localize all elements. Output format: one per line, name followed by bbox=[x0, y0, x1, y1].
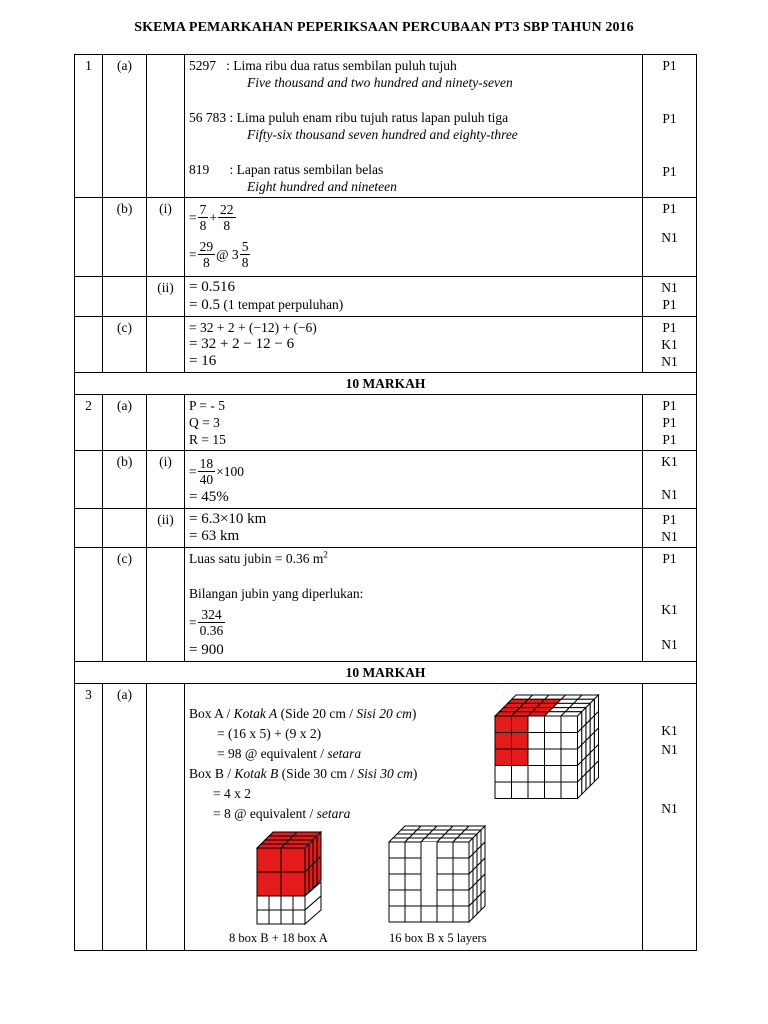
fraction: $\frac{18}{40}$ bbox=[199, 455, 214, 487]
q1-total-row bbox=[75, 373, 697, 395]
answer-line: = 6.3×10 km bbox=[189, 511, 267, 527]
q1c-row bbox=[75, 317, 697, 373]
answer-translation: Eight hundred and nineteen bbox=[247, 179, 397, 194]
answer-line: = 32 + 2 + (−12) + (−6) bbox=[189, 320, 317, 335]
marks-cell bbox=[643, 395, 697, 451]
mark: N1 bbox=[661, 529, 678, 544]
answer-line: = 4 x 2 bbox=[213, 786, 251, 801]
answer-line: = 32 + 2 − 12 − 6 bbox=[189, 336, 295, 352]
marks-cell bbox=[643, 277, 697, 317]
diagram-caption: 16 box B x 5 layers bbox=[389, 931, 487, 945]
subpart-label: (i) bbox=[147, 198, 185, 277]
part-label: (c) bbox=[103, 548, 147, 662]
part-label: (a) bbox=[103, 684, 147, 951]
q2b-i-row bbox=[75, 451, 697, 509]
fraction: $\frac{324}{0.36}$ bbox=[199, 606, 224, 638]
q1b-ii-row bbox=[75, 277, 697, 317]
marks-cell bbox=[643, 548, 697, 662]
part-label: (a) bbox=[103, 55, 147, 198]
q2c-row bbox=[75, 548, 697, 662]
marks-cell bbox=[643, 451, 697, 509]
answer-line: 819 : Lapan ratus sembilan belas bbox=[189, 162, 384, 177]
mark: N1 bbox=[661, 801, 678, 816]
answer-line: = 900 bbox=[189, 642, 224, 658]
answer-cell: Box A / Kotak A (Side 20 cm / Sisi 20 cm) = (16 x 5) + (9 x 2) = 98 @ equivalent / setara Box B / Kotak B (Side 30 cm / Sisi 30 cm) = 4 x 2 = 8 @ equivalent / setara 8 box B + 18 box A 16 box B x 5 layers bbox=[185, 684, 643, 951]
fraction: $\frac{29}{8}$ bbox=[199, 238, 214, 270]
answer-line: 56 783 : Lima puluh enam ribu tujuh ratus lapan puluh tiga bbox=[189, 110, 509, 125]
fraction: $\frac{7}{8}$ bbox=[199, 201, 207, 233]
part-label: (a) bbox=[103, 395, 147, 451]
marks-cell bbox=[643, 317, 697, 373]
question-number: 3 bbox=[75, 684, 103, 951]
fraction: $\frac{5}{8}$ bbox=[241, 238, 249, 270]
box-b-layers-diagram bbox=[387, 816, 495, 928]
q2b-ii-row bbox=[75, 509, 697, 548]
mark: P1 bbox=[662, 398, 677, 413]
answer-cell bbox=[185, 395, 643, 451]
answer-line: Luas satu jubin = 0.36 m bbox=[189, 551, 324, 566]
question-number: 1 bbox=[75, 55, 103, 198]
answer-line: = (16 x 5) + (9 x 2) bbox=[217, 726, 322, 741]
answer-line: R = 15 bbox=[189, 432, 226, 447]
answer-line: Q = 3 bbox=[189, 415, 220, 430]
answer-cell: = $\frac{18}{40}$ ×100 = 45% bbox=[185, 451, 643, 509]
q1a-row bbox=[75, 55, 697, 198]
mark: N1 bbox=[661, 637, 678, 652]
marks-cell bbox=[643, 509, 697, 548]
q2-total-row bbox=[75, 662, 697, 684]
answer-cell: = $\frac{7}{8}$ + $\frac{22}{8}$ = $\frac{29}{8}$ @ 3 $\frac{5}{8}$ bbox=[185, 198, 643, 277]
mark: K1 bbox=[661, 337, 678, 352]
answer-cell bbox=[185, 277, 643, 317]
answer-cell bbox=[185, 55, 643, 198]
mark: K1 bbox=[661, 602, 678, 617]
mark: P1 bbox=[662, 512, 677, 527]
mark: N1 bbox=[661, 742, 678, 757]
part-label: (c) bbox=[103, 317, 147, 373]
mark: K1 bbox=[661, 723, 678, 738]
answer-note: (1 tempat perpuluhan) bbox=[219, 297, 344, 312]
answer-line: 5297 : Lima ribu dua ratus sembilan puluh tujuh bbox=[189, 58, 457, 73]
total-marks: 10 MARKAH bbox=[75, 662, 697, 684]
answer-line: = 45% bbox=[189, 489, 229, 505]
answer-translation: Fifty-six thousand seven hundred and eighty-three bbox=[247, 127, 518, 142]
answer-line: = 63 km bbox=[189, 528, 240, 544]
subpart-label: (ii) bbox=[147, 509, 185, 548]
box-a-cube-diagram bbox=[493, 688, 605, 802]
mark: P1 bbox=[662, 111, 677, 126]
answer-line: Bilangan jubin yang diperlukan: bbox=[189, 586, 364, 601]
part-label: (b) bbox=[103, 451, 147, 509]
mark: P1 bbox=[662, 432, 677, 447]
mark: N1 bbox=[661, 230, 678, 245]
question-number: 2 bbox=[75, 395, 103, 451]
answer-translation: Five thousand and two hundred and ninety-seven bbox=[247, 75, 513, 90]
answer-line: = 0.516 bbox=[189, 279, 235, 295]
mark: P1 bbox=[662, 164, 677, 179]
marks-cell bbox=[643, 684, 697, 951]
total-marks: 10 MARKAH bbox=[75, 373, 697, 395]
mark: N1 bbox=[661, 280, 678, 295]
mark: K1 bbox=[661, 454, 678, 469]
mark: N1 bbox=[661, 354, 678, 369]
diagram-caption: 8 box B + 18 box A bbox=[229, 931, 328, 945]
answer-line: = 0.5 bbox=[189, 297, 220, 313]
answer-line: = 16 bbox=[189, 353, 217, 369]
mark: P1 bbox=[662, 297, 677, 312]
fraction: $\frac{22}{8}$ bbox=[220, 201, 234, 233]
mark: P1 bbox=[662, 415, 677, 430]
marks-cell bbox=[643, 55, 697, 198]
subpart-label: (ii) bbox=[147, 277, 185, 317]
q3a-row bbox=[75, 684, 697, 951]
q2a-row bbox=[75, 395, 697, 451]
answer-cell bbox=[185, 509, 643, 548]
marks-cell bbox=[643, 198, 697, 277]
answer-cell: Luas satu jubin = 0.36 $m^2$ Bilangan jubin yang diperlukan: = $\frac{324}{0.36}$ = 900 bbox=[185, 548, 643, 662]
mark: P1 bbox=[662, 58, 677, 73]
mark: N1 bbox=[661, 487, 678, 502]
mark: P1 bbox=[662, 551, 677, 566]
mark: P1 bbox=[662, 201, 677, 216]
answer-cell bbox=[185, 317, 643, 373]
mark: P1 bbox=[662, 320, 677, 335]
subpart-label: (i) bbox=[147, 451, 185, 509]
q1b-i-row bbox=[75, 198, 697, 277]
part-label: (b) bbox=[103, 198, 147, 277]
answer-line: P = - 5 bbox=[189, 398, 225, 413]
box-b-stack-diagram bbox=[255, 824, 325, 928]
page-title: SKEMA PEMARKAHAN PEPERIKSAAN PERCUBAAN PT3 SBP TAHUN 2016 bbox=[134, 20, 634, 35]
marking-scheme-table bbox=[74, 54, 697, 951]
